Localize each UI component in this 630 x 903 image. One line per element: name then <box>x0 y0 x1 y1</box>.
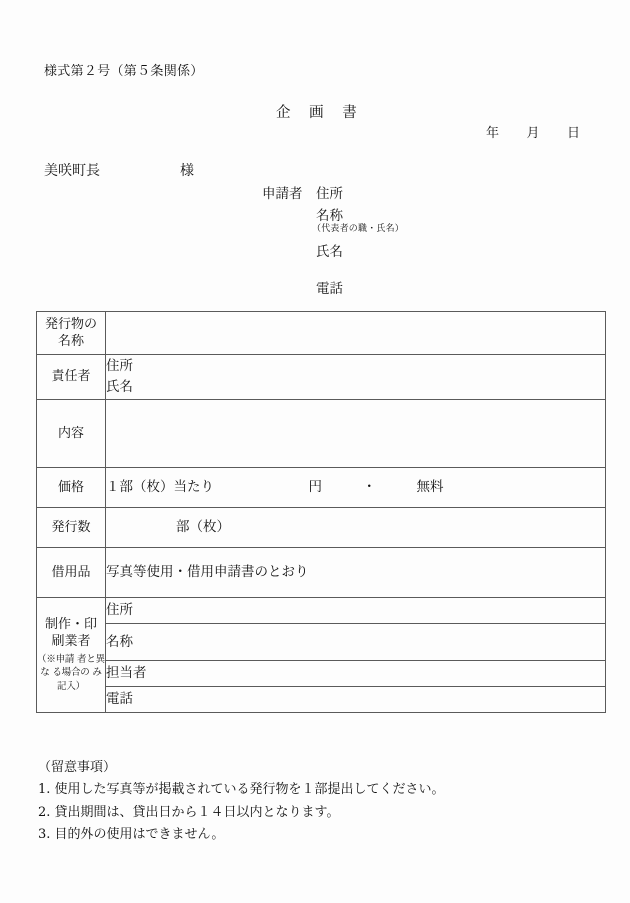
table-row-printer-organization <box>37 624 606 661</box>
applicant-representative-note: （代表者の職・氏名） <box>312 224 405 234</box>
addressee-name: 美咲町長 <box>44 163 100 179</box>
field-borrowed-items[interactable]: 写真等使用・借用申請書のとおり <box>106 548 606 598</box>
field-printer-contact[interactable]: 担当者 <box>106 661 606 687</box>
note-item: 2. 貸出期間は、貸出日から１４日以内となります。 <box>38 804 340 820</box>
label-responsible: 責任者 <box>37 355 106 400</box>
table-row-publication-name <box>37 312 606 355</box>
field-printer-organization[interactable]: 名称 <box>106 624 606 661</box>
label-publication-name: 発行物の 名称 <box>37 312 106 355</box>
date-line: 年 月 日 <box>486 126 581 141</box>
label-printer <box>37 598 106 713</box>
notes-section <box>38 757 445 846</box>
applicant-label: 申請者 <box>262 186 303 202</box>
responsible-address-label: 住所 <box>106 358 133 375</box>
label-borrowed-items: 借用品 <box>37 548 106 598</box>
label-printer-note: （※申請 者と異な る場合の み記入） <box>37 653 105 693</box>
note-item: 1. 使用した写真等が掲載されている発行物を１部提出してください。 <box>38 782 445 798</box>
table-row-printer-contact <box>37 661 606 687</box>
table-row-price <box>37 468 606 508</box>
label-content: 内容 <box>37 400 106 468</box>
field-content[interactable] <box>106 400 606 468</box>
table-row-printer-telephone <box>37 687 606 713</box>
table-row-borrowed-items <box>37 548 606 598</box>
applicant-organization-label: 名称 <box>316 208 343 224</box>
field-responsible[interactable] <box>106 355 606 400</box>
table-row-content <box>37 400 606 468</box>
field-price[interactable] <box>106 468 606 508</box>
applicant-telephone-label: 電話 <box>316 281 343 297</box>
table-row-issue-count <box>37 508 606 548</box>
table-row-responsible <box>37 355 606 400</box>
applicant-address-label: 住所 <box>316 186 343 202</box>
label-printer-main: 制作・印 刷業者 <box>44 617 97 650</box>
issue-count-unit: 部（枚） <box>176 519 230 536</box>
label-price: 価格 <box>37 468 106 508</box>
applicant-person-label: 氏名 <box>316 244 343 260</box>
form-number: 様式第２号（第５条関係） <box>44 64 204 79</box>
addressee-suffix: 様 <box>180 163 194 179</box>
document-title: 企 画 書 <box>276 105 364 121</box>
field-printer-address[interactable]: 住所 <box>106 598 606 624</box>
label-issue-count: 発行数 <box>37 508 106 548</box>
table-row-printer-address <box>37 598 606 624</box>
plan-form-table <box>36 311 606 713</box>
field-publication-name[interactable] <box>106 312 606 355</box>
field-issue-count[interactable] <box>106 508 606 548</box>
price-value: １部（枚）当たり 円 ・ 無料 <box>106 479 444 496</box>
notes-heading: （留意事項） <box>38 760 117 775</box>
note-item: 3. 目的外の使用はできません。 <box>38 827 225 843</box>
field-printer-telephone[interactable]: 電話 <box>106 687 606 713</box>
responsible-name-label: 氏名 <box>106 379 133 395</box>
